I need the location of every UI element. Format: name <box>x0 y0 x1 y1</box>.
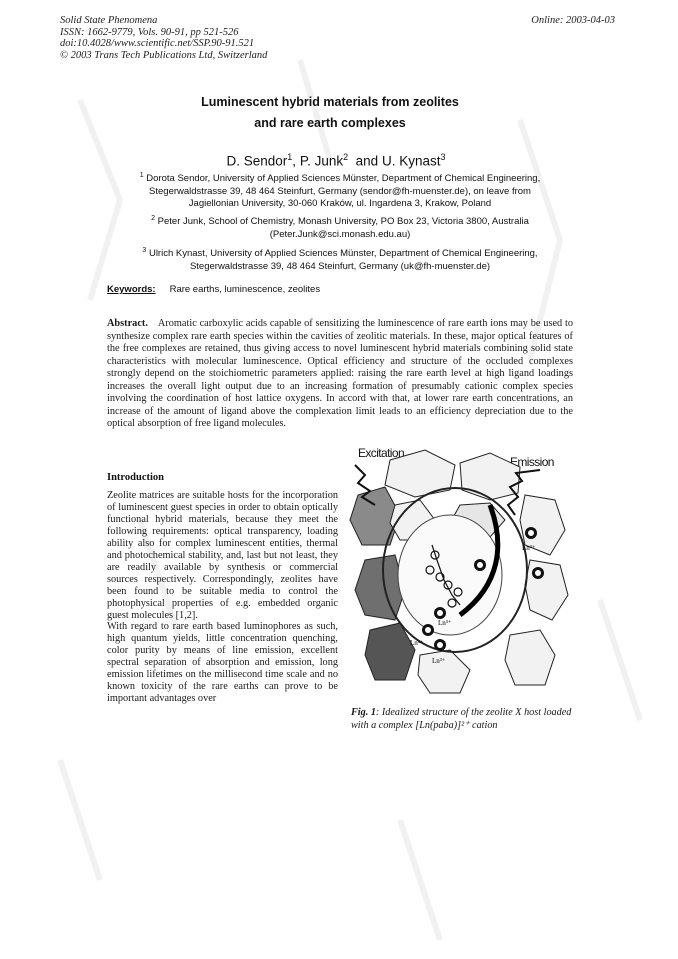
ion-label: Ln³⁺ <box>522 544 536 552</box>
journal-name: Solid State Phenomena <box>60 15 158 26</box>
affiliation-sup: 2 <box>151 215 156 222</box>
ion-label: Ln³⁺ <box>432 657 446 665</box>
abstract-text: Aromatic carboxylic acids capable of sensitizing the luminescence of rare earth ions may be used to synthesize complex rare earth species within the cavities of zeolitic materials. In these, major optical features of the free complexes are retained, thus giving access to novel luminescent hybrid materials combining solid state characteristics with molecular luminescence. Optical efficiency and structure of the occluded complexes strongly depend on the stoichiometric parameters applied: raising the rare earth level at high ligand loadings increases the overall light output due to an increasing formation of presumably cationic complex species involving the coordination of host lattice oxygens. In accord with that, at lower rare earth concentrations, an increase of the amount of ligand above the complexation limit leads to an efficiency depreciation due to the optical absorption of free ligand molecules. <box>107 318 573 430</box>
zeolite-structure-figure <box>340 445 575 695</box>
affiliation-line: Jagiellonian University, 30-060 Kraków, ul. Ingardena 3, Krakow, Poland <box>188 198 492 210</box>
title-line-1: Luminescent hybrid materials from zeolites <box>201 95 459 109</box>
author-sup: 3 <box>440 152 446 162</box>
paper-title <box>0 92 660 134</box>
keywords <box>107 284 320 295</box>
ion-label: Ln³⁺ <box>438 619 452 627</box>
affiliation-3 <box>80 245 600 273</box>
affiliation-line: Stegerwaldstrasse 39, 48 464 Steinfurt, Germany (sendor@fh-muenster.de), on leave from <box>149 185 531 197</box>
ion-label: Ln³⁺ <box>410 639 424 647</box>
affiliation-1 <box>80 170 600 211</box>
abstract-label: Abstract. <box>107 318 148 329</box>
keywords-label: Keywords: <box>107 284 156 295</box>
excitation-label: Excitation <box>358 446 405 460</box>
affiliation-line: Stegerwaldstrasse 39, 48 464 Steinfurt, Germany (uk@fh-muenster.de) <box>189 260 491 272</box>
author-separator: and <box>355 153 379 169</box>
figure-caption-label: Fig. 1 <box>351 707 376 718</box>
introduction-body <box>107 490 338 705</box>
keywords-text: Rare earths, luminescence, zeolites <box>169 284 321 295</box>
affiliation-2 <box>80 213 600 241</box>
doi-link[interactable]: doi:10.4028/www.scientific.net/SSP.90-91.521 <box>60 38 255 49</box>
paragraph: With regard to rare earth based luminophores as such, high quantum yields, little concentration quenching, color purity by means of line emission, excellent spectral separation of absorption and emission, long emission lifetimes on the millisecond time scale and no known toxicity of the rare earths can prove to be important advantages over <box>107 621 338 705</box>
affiliation-line: Ulrich Kynast, University of Applied Sciences Münster, Department of Chemical Engineering, <box>148 248 538 260</box>
affiliation-sup: 3 <box>142 247 147 254</box>
figure-caption-text: : Idealized structure of the zeolite X host loaded with a complex [Ln(paba)]²⁺ cation <box>351 707 572 731</box>
emission-label: Emission <box>510 455 554 469</box>
author-separator: , <box>292 153 297 169</box>
copyright-line: © 2003 Trans Tech Publications Ltd, Switzerland <box>60 49 268 61</box>
abstract <box>107 318 573 431</box>
affiliation-line: (Peter.Junk@sci.monash.edu.au) <box>269 228 411 240</box>
author-name: P. Junk <box>299 153 344 169</box>
journal-header <box>60 15 267 61</box>
affiliation-sup: 1 <box>139 172 144 179</box>
figure-caption <box>351 706 576 732</box>
online-date: Online: 2003-04-03 <box>531 15 615 26</box>
title-line-2: and rare earth complexes <box>254 116 406 130</box>
author-name: D. Sendor <box>226 153 288 169</box>
author-sup: 2 <box>343 152 349 162</box>
supercage-inner <box>398 515 502 635</box>
author-list <box>0 152 672 169</box>
issn-line: ISSN: 1662-9779, Vols. 90-91, pp 521-526 <box>60 26 239 38</box>
affiliation-line: Peter Junk, School of Chemistry, Monash University, PO Box 23, Victoria 3800, Australia <box>157 216 529 228</box>
author-name: U. Kynast <box>381 153 441 169</box>
author-sup: 1 <box>287 152 293 162</box>
paragraph: Zeolite matrices are suitable hosts for the incorporation of luminescent guest species in order to obtain optically functional hybrid materials, because they meet the following requirements: optical transparency, loading ability also for complex luminescent entities, thermal and photochemical stability, and, last but not least, they are readily available by synthesis or commercial sources respectively. Correspondingly, zeolites have been found to be suitable media to control the photophysical properties of e.g. embedded organic guest molecules [1,2]. <box>107 490 338 621</box>
section-heading-introduction: Introduction <box>107 472 164 483</box>
affiliation-line: Dorota Sendor, University of Applied Sciences Münster, Department of Chemical Engineering, <box>146 173 541 185</box>
